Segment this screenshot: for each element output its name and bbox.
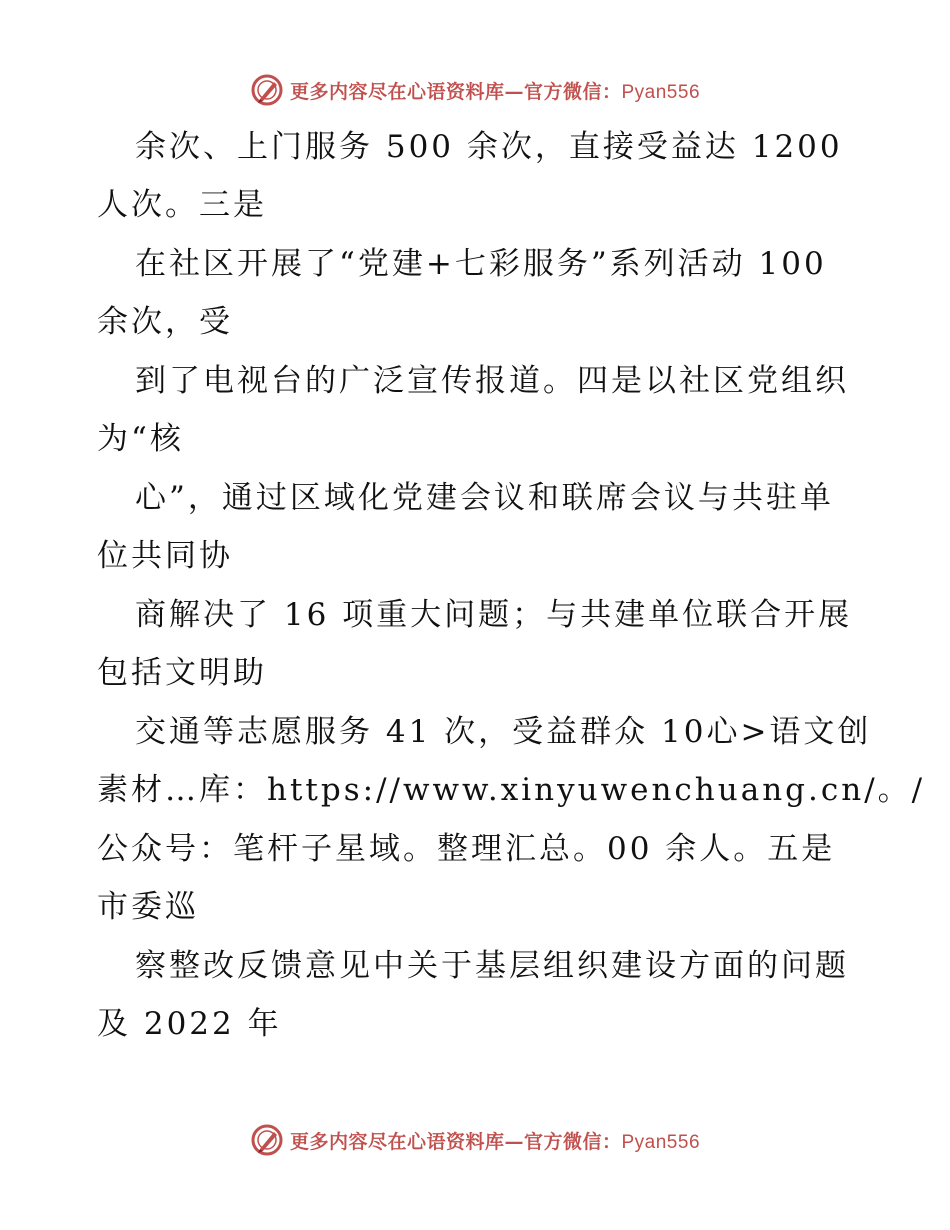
body-line: 包括文明助 [97,655,267,691]
header-wechat-id: Pyan556 [621,81,701,103]
body-line: 市委巡 [97,889,199,925]
body-line: 心”，通过区域化党建会议和联席会议与共驻单 [135,480,834,516]
body-line: 到了电视台的广泛宣传报道。四是以社区党组织 [135,363,849,399]
body-line: 余次、上门服务 500 余次，直接受益达 1200 [135,129,843,165]
footer-banner [0,1120,950,1160]
header-banner [0,70,950,110]
footer-banner-text: 更多内容尽在心语资料库—官方微信：Pyan556 [289,1130,701,1153]
footer-wechat-id: Pyan556 [621,1131,701,1153]
body-line: 商解决了 16 项重大问题；与共建单位联合开展 [135,597,853,633]
body-line: 察整改反馈意见中关于基层组织建设方面的问题 [135,948,849,984]
body-line: 为“核 [97,421,184,457]
body-line: 素材…库：https://www.xinyuwenchuang.cn/。/ [97,772,926,808]
body-line: 人次。三是 [97,187,267,223]
body-line: 位共同协 [97,538,233,574]
body-line: 在社区开展了“党建+七彩服务”系列活动 100 [135,246,827,282]
body-line: 及 2022 年 [97,1006,282,1042]
body-line: 余次，受 [97,304,233,340]
body-line: 公众号：笔杆子星域。整理汇总。00 余人。五是 [97,831,836,867]
header-banner-text: 更多内容尽在心语资料库—官方微信：Pyan556 [289,80,701,103]
body-line: 交通等志愿服务 41 次，受益群众 10心>语文创 [135,714,872,750]
pen-seal-logo-icon [250,73,284,107]
pen-seal-logo-icon [250,1123,284,1157]
